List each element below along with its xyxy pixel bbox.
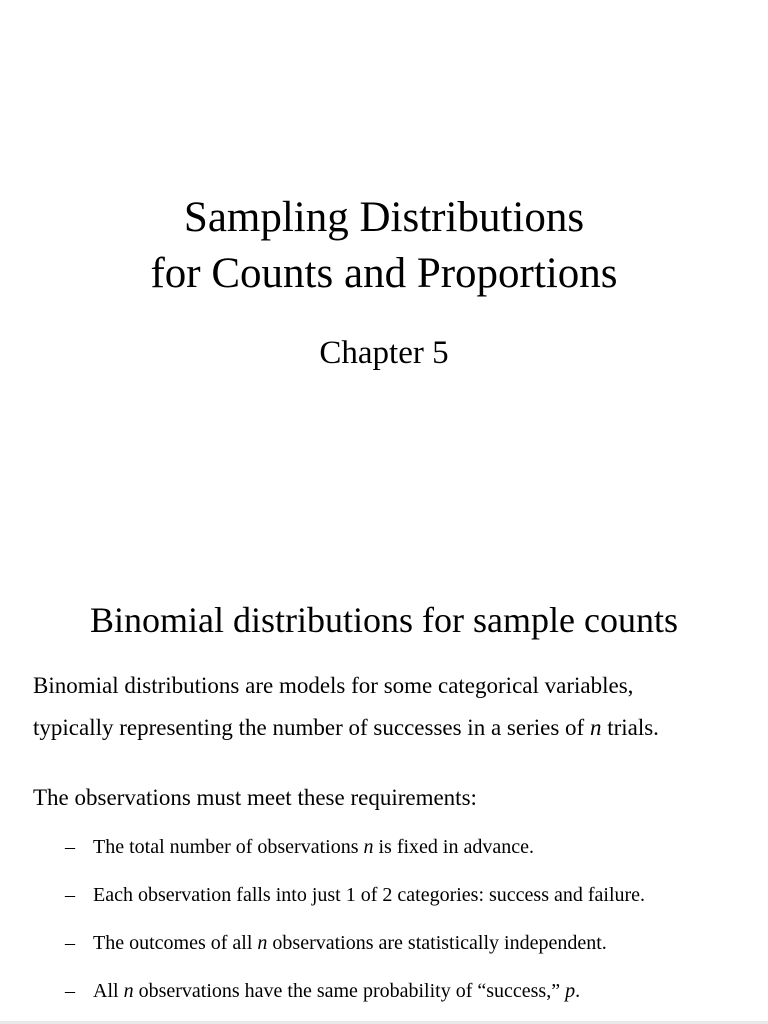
list-item-text-end: observations are statistically independent. [267, 932, 607, 954]
intro-line-1: Binomial distributions are models for some categorical variables, [33, 673, 634, 698]
slide-title-line-1: Sampling Distributions [183, 194, 585, 241]
slide-title-line-2: for Counts and Proportions [150, 250, 618, 297]
variable-n: n [123, 980, 134, 1002]
variable-p: p [565, 980, 576, 1002]
dash-marker: – [65, 836, 75, 858]
list-item-text-start: All [93, 980, 124, 1002]
variable-n: n [257, 932, 268, 954]
variable-n: n [589, 715, 602, 740]
content-slide [0, 512, 768, 1024]
list-item-text-end: . [575, 980, 581, 1002]
list-item [65, 831, 755, 879]
list-item-text-start: The total number of observations [93, 836, 364, 858]
intro-line-2-end: trials. [601, 715, 659, 740]
list-item-text-start: The outcomes of all [93, 932, 258, 954]
intro-paragraph [33, 665, 753, 749]
requirements-intro: The observations must meet these requirements: [33, 785, 477, 810]
list-item-text-middle: observations have the same probability of “success,” [133, 980, 566, 1002]
list-item-text [93, 831, 534, 863]
list-item [65, 975, 755, 1023]
list-item [65, 927, 755, 975]
slide-title [0, 190, 768, 302]
dash-marker: – [65, 932, 75, 954]
list-item-text [93, 975, 580, 1007]
list-item [65, 879, 755, 927]
slide-subtitle: Chapter 5 [319, 335, 449, 371]
variable-n: n [363, 836, 374, 858]
list-item-text: Each observation falls into just 1 of 2 categories: success and failure. [93, 884, 646, 906]
dash-marker: – [65, 980, 75, 1002]
dash-marker: – [65, 884, 75, 906]
list-item-text-end: is fixed in advance. [373, 836, 534, 858]
slide-heading: Binomial distributions for sample counts [90, 600, 678, 640]
requirements-list [65, 831, 755, 1023]
list-item-text [93, 927, 607, 959]
intro-line-2-start: typically representing the number of successes in a series of [33, 715, 590, 740]
